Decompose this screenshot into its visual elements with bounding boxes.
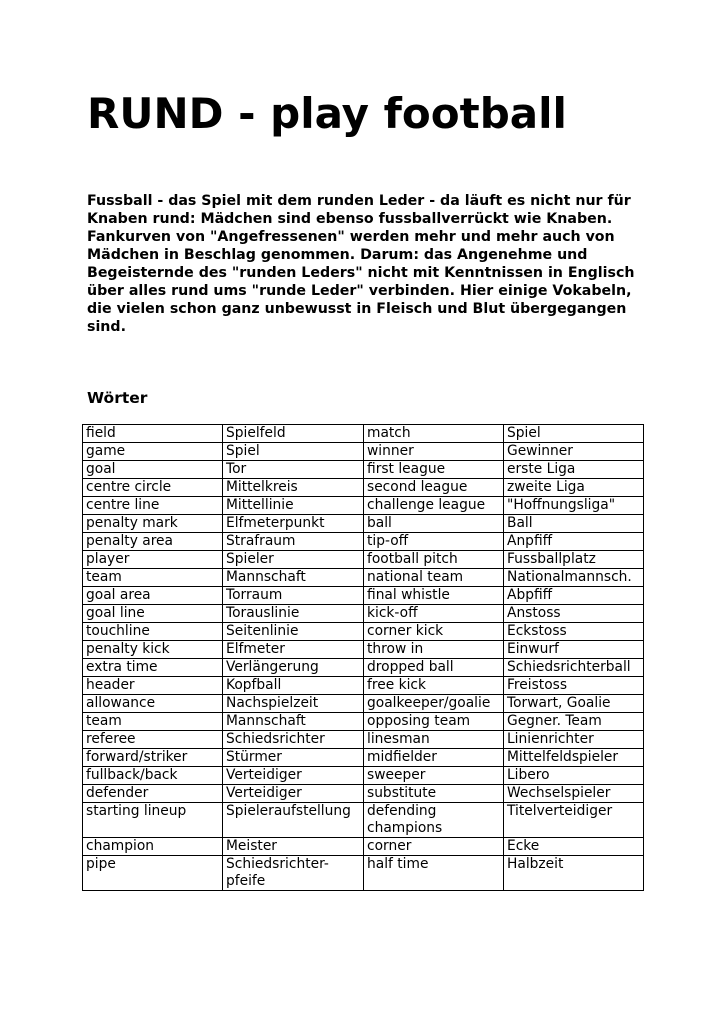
page-title: RUND - play football — [87, 89, 567, 138]
table-row — [83, 749, 644, 767]
english-term-cell: goal — [83, 461, 223, 479]
english-term-cell: free kick — [364, 677, 504, 695]
german-term-cell: Strafraum — [223, 533, 364, 551]
german-term-cell: Mittelkreis — [223, 479, 364, 497]
english-term-cell: fullback/back — [83, 767, 223, 785]
english-term-cell: ball — [364, 515, 504, 533]
table-row — [83, 767, 644, 785]
table-row — [83, 551, 644, 569]
german-term-cell: Anpfiff — [504, 533, 644, 551]
vocabulary-table — [82, 424, 644, 891]
german-term-cell: Kopfball — [223, 677, 364, 695]
german-term-cell: Einwurf — [504, 641, 644, 659]
german-term-cell: Ball — [504, 515, 644, 533]
english-term-cell: team — [83, 713, 223, 731]
english-term-cell: sweeper — [364, 767, 504, 785]
german-term-cell: Fussballplatz — [504, 551, 644, 569]
english-term-cell: allowance — [83, 695, 223, 713]
german-term-cell: Schiedsrichterball — [504, 659, 644, 677]
german-term-cell: Anstoss — [504, 605, 644, 623]
german-term-cell: Stürmer — [223, 749, 364, 767]
german-term-cell: Halbzeit — [504, 856, 644, 891]
german-term-cell: Mittelfeldspieler — [504, 749, 644, 767]
english-term-cell: pipe — [83, 856, 223, 891]
german-term-cell: Schiedsrichter — [223, 731, 364, 749]
table-row — [83, 587, 644, 605]
english-term-cell: corner — [364, 838, 504, 856]
table-row — [83, 659, 644, 677]
german-term-cell: Nachspielzeit — [223, 695, 364, 713]
german-term-cell: Schiedsrichter-pfeife — [223, 856, 364, 891]
english-term-cell: substitute — [364, 785, 504, 803]
english-term-cell: football pitch — [364, 551, 504, 569]
german-term-cell: Gewinner — [504, 443, 644, 461]
table-row — [83, 569, 644, 587]
german-term-cell: Spieleraufstellung — [223, 803, 364, 838]
english-term-cell: tip-off — [364, 533, 504, 551]
english-term-cell: defending champions — [364, 803, 504, 838]
english-term-cell: forward/striker — [83, 749, 223, 767]
english-term-cell: corner kick — [364, 623, 504, 641]
table-row — [83, 623, 644, 641]
english-term-cell: touchline — [83, 623, 223, 641]
german-term-cell: Ecke — [504, 838, 644, 856]
english-term-cell: referee — [83, 731, 223, 749]
english-term-cell: linesman — [364, 731, 504, 749]
german-term-cell: erste Liga — [504, 461, 644, 479]
german-term-cell: Spieler — [223, 551, 364, 569]
german-term-cell: Eckstoss — [504, 623, 644, 641]
table-row — [83, 838, 644, 856]
german-term-cell: Gegner. Team — [504, 713, 644, 731]
german-term-cell: Verlängerung — [223, 659, 364, 677]
german-term-cell: Verteidiger — [223, 785, 364, 803]
german-term-cell: Torwart, Goalie — [504, 695, 644, 713]
table-row — [83, 641, 644, 659]
english-term-cell: extra time — [83, 659, 223, 677]
table-row — [83, 461, 644, 479]
german-term-cell: Tor — [223, 461, 364, 479]
english-term-cell: final whistle — [364, 587, 504, 605]
english-term-cell: penalty area — [83, 533, 223, 551]
english-term-cell: starting lineup — [83, 803, 223, 838]
german-term-cell: Mittellinie — [223, 497, 364, 515]
english-term-cell: goalkeeper/goalie — [364, 695, 504, 713]
vocabulary-table-body — [83, 425, 644, 891]
english-term-cell: header — [83, 677, 223, 695]
german-term-cell: Seitenlinie — [223, 623, 364, 641]
german-term-cell: Abpfiff — [504, 587, 644, 605]
german-term-cell: Spielfeld — [223, 425, 364, 443]
english-term-cell: player — [83, 551, 223, 569]
table-row — [83, 695, 644, 713]
german-term-cell: Linienrichter — [504, 731, 644, 749]
table-row — [83, 731, 644, 749]
english-term-cell: goal line — [83, 605, 223, 623]
english-term-cell: throw in — [364, 641, 504, 659]
english-term-cell: first league — [364, 461, 504, 479]
english-term-cell: champion — [83, 838, 223, 856]
german-term-cell: zweite Liga — [504, 479, 644, 497]
table-row — [83, 785, 644, 803]
table-row — [83, 713, 644, 731]
german-term-cell: Mannschaft — [223, 569, 364, 587]
english-term-cell: penalty mark — [83, 515, 223, 533]
german-term-cell: Titelverteidiger — [504, 803, 644, 838]
german-term-cell: Nationalmannsch. — [504, 569, 644, 587]
table-row — [83, 425, 644, 443]
english-term-cell: field — [83, 425, 223, 443]
english-term-cell: dropped ball — [364, 659, 504, 677]
german-term-cell: Freistoss — [504, 677, 644, 695]
table-row — [83, 497, 644, 515]
table-row — [83, 856, 644, 891]
table-row — [83, 677, 644, 695]
section-title: Wörter — [87, 389, 148, 407]
english-term-cell: opposing team — [364, 713, 504, 731]
german-term-cell: Meister — [223, 838, 364, 856]
table-row — [83, 803, 644, 838]
table-row — [83, 533, 644, 551]
english-term-cell: match — [364, 425, 504, 443]
table-row — [83, 479, 644, 497]
english-term-cell: second league — [364, 479, 504, 497]
english-term-cell: game — [83, 443, 223, 461]
english-term-cell: team — [83, 569, 223, 587]
table-row — [83, 605, 644, 623]
german-term-cell: Elfmeter — [223, 641, 364, 659]
english-term-cell: winner — [364, 443, 504, 461]
english-term-cell: national team — [364, 569, 504, 587]
german-term-cell: Elfmeterpunkt — [223, 515, 364, 533]
english-term-cell: midfielder — [364, 749, 504, 767]
german-term-cell: Wechselspieler — [504, 785, 644, 803]
table-row — [83, 443, 644, 461]
german-term-cell: Spiel — [504, 425, 644, 443]
german-term-cell: Torraum — [223, 587, 364, 605]
english-term-cell: half time — [364, 856, 504, 891]
german-term-cell: Verteidiger — [223, 767, 364, 785]
german-term-cell: Torauslinie — [223, 605, 364, 623]
german-term-cell: "Hoffnungsliga" — [504, 497, 644, 515]
english-term-cell: challenge league — [364, 497, 504, 515]
intro-paragraph: Fussball - das Spiel mit dem runden Leder - da läuft es nicht nur für Knaben rund: Mädchen sind ebenso fussballverrückt wie Knaben. Fankurven von "Angefressenen" werden mehr und mehr auch von Mädchen in Beschlag genommen. Darum: das Angenehme und Begeisternde des "runden Leders" nicht mit Kenntnissen in Englisch über alles rund ums "runde Leder" verbinden. Hier einige Vokabeln, die vielen schon ganz unbewusst in Fleisch und Blut übergegangen sind. — [87, 193, 635, 335]
table-row — [83, 515, 644, 533]
english-term-cell: goal area — [83, 587, 223, 605]
english-term-cell: centre line — [83, 497, 223, 515]
german-term-cell: Spiel — [223, 443, 364, 461]
english-term-cell: defender — [83, 785, 223, 803]
english-term-cell: penalty kick — [83, 641, 223, 659]
english-term-cell: centre circle — [83, 479, 223, 497]
german-term-cell: Mannschaft — [223, 713, 364, 731]
german-term-cell: Libero — [504, 767, 644, 785]
english-term-cell: kick-off — [364, 605, 504, 623]
